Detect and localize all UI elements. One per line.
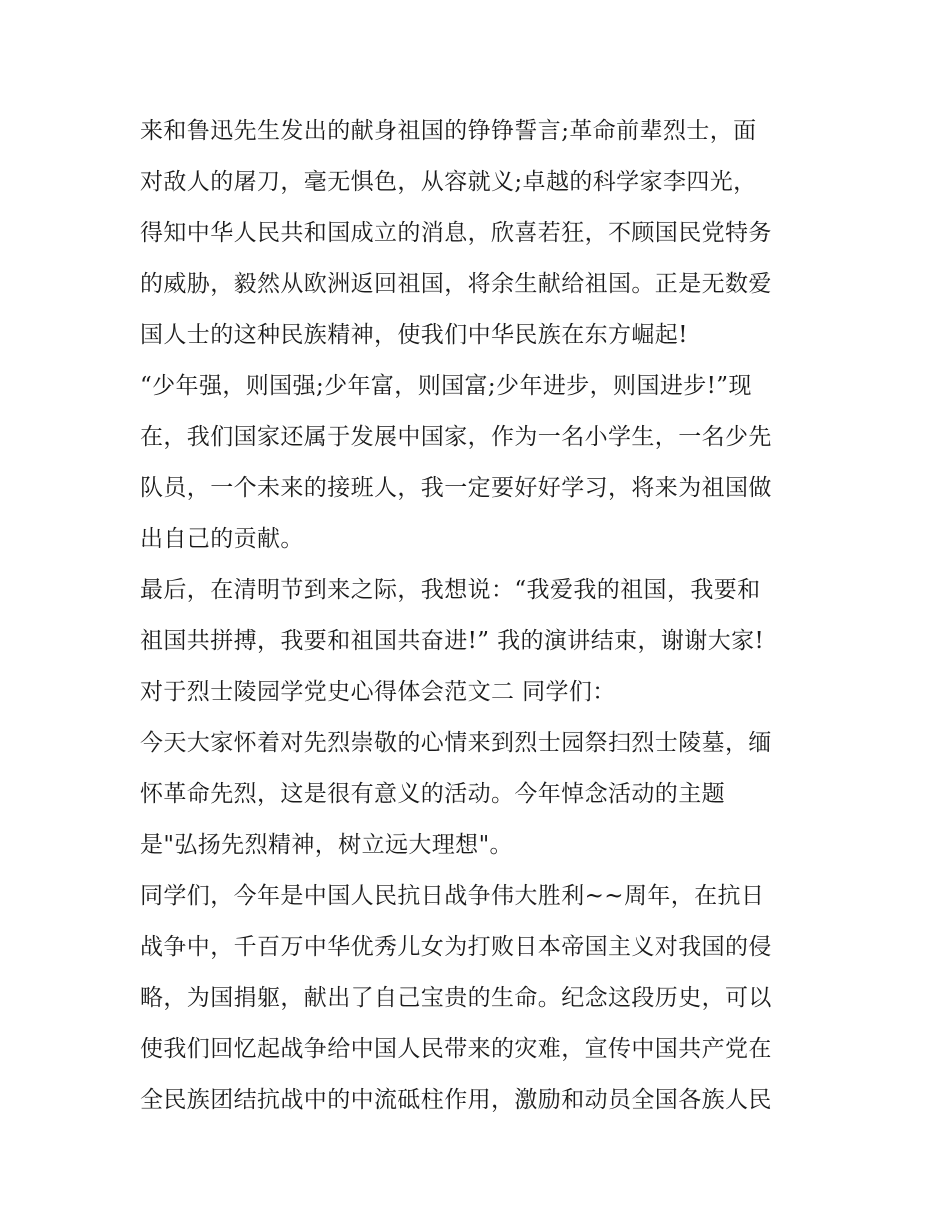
text-line: 祖国共拼搏，我要和祖国共奋进!” 我的演讲结束，谢谢大家!: [140, 628, 765, 654]
text-line: 是"弘扬先烈精神，树立远大理想"。: [140, 832, 513, 858]
text-line: 出自己的贡献。: [140, 526, 304, 552]
text-line: 的威胁，毅然从欧洲返回祖国，将余生献给祖国。正是无数爱: [140, 271, 772, 297]
text-line: 战争中，千百万中华优秀儿女为打败日本帝国主义对我国的侵: [140, 934, 772, 960]
section-heading: 对于烈士陵园学党史心得体会范文二 同学们：: [140, 679, 616, 705]
text-line: 得知中华人民共和国成立的消息，欣喜若狂，不顾国民党特务: [140, 220, 772, 246]
text-line: 最后，在清明节到来之际，我想说：“我爱我的祖国，我要和: [140, 577, 761, 603]
text-line: 略，为国捐躯，献出了自己宝贵的生命。纪念这段历史，可以: [140, 985, 772, 1011]
text-line: 使我们回忆起战争给中国人民带来的灾难，宣传中国共产党在: [140, 1036, 772, 1062]
text-line: 在，我们国家还属于发展中国家，作为一名小学生，一名少先: [140, 424, 772, 450]
text-line: 同学们，今年是中国人民抗日战争伟大胜利~~周年，在抗日: [140, 883, 765, 909]
text-line: 怀革命先烈，这是很有意义的活动。今年悼念活动的主题: [140, 781, 725, 807]
text-line: 全民族团结抗战中的中流砥柱作用，激励和动员全国各族人民: [140, 1087, 772, 1113]
document-body: [140, 106, 820, 1126]
text-line: “少年强，则国强;少年富，则国富;少年进步，则国进步!”现: [140, 373, 752, 399]
text-line: 国人士的这种民族精神，使我们中华民族在东方崛起!: [140, 322, 688, 348]
text-line: 今天大家怀着对先烈崇敬的心情来到烈士园祭扫烈士陵墓，缅: [140, 730, 772, 756]
text-line: 来和鲁迅先生发出的献身祖国的铮铮誓言;革命前辈烈士，面: [140, 118, 757, 144]
text-line: 队员，一个未来的接班人，我一定要好好学习，将来为祖国做: [140, 475, 772, 501]
text-line: 对敌人的屠刀，毫无惧色，从容就义;卓越的科学家李四光，: [140, 169, 757, 195]
